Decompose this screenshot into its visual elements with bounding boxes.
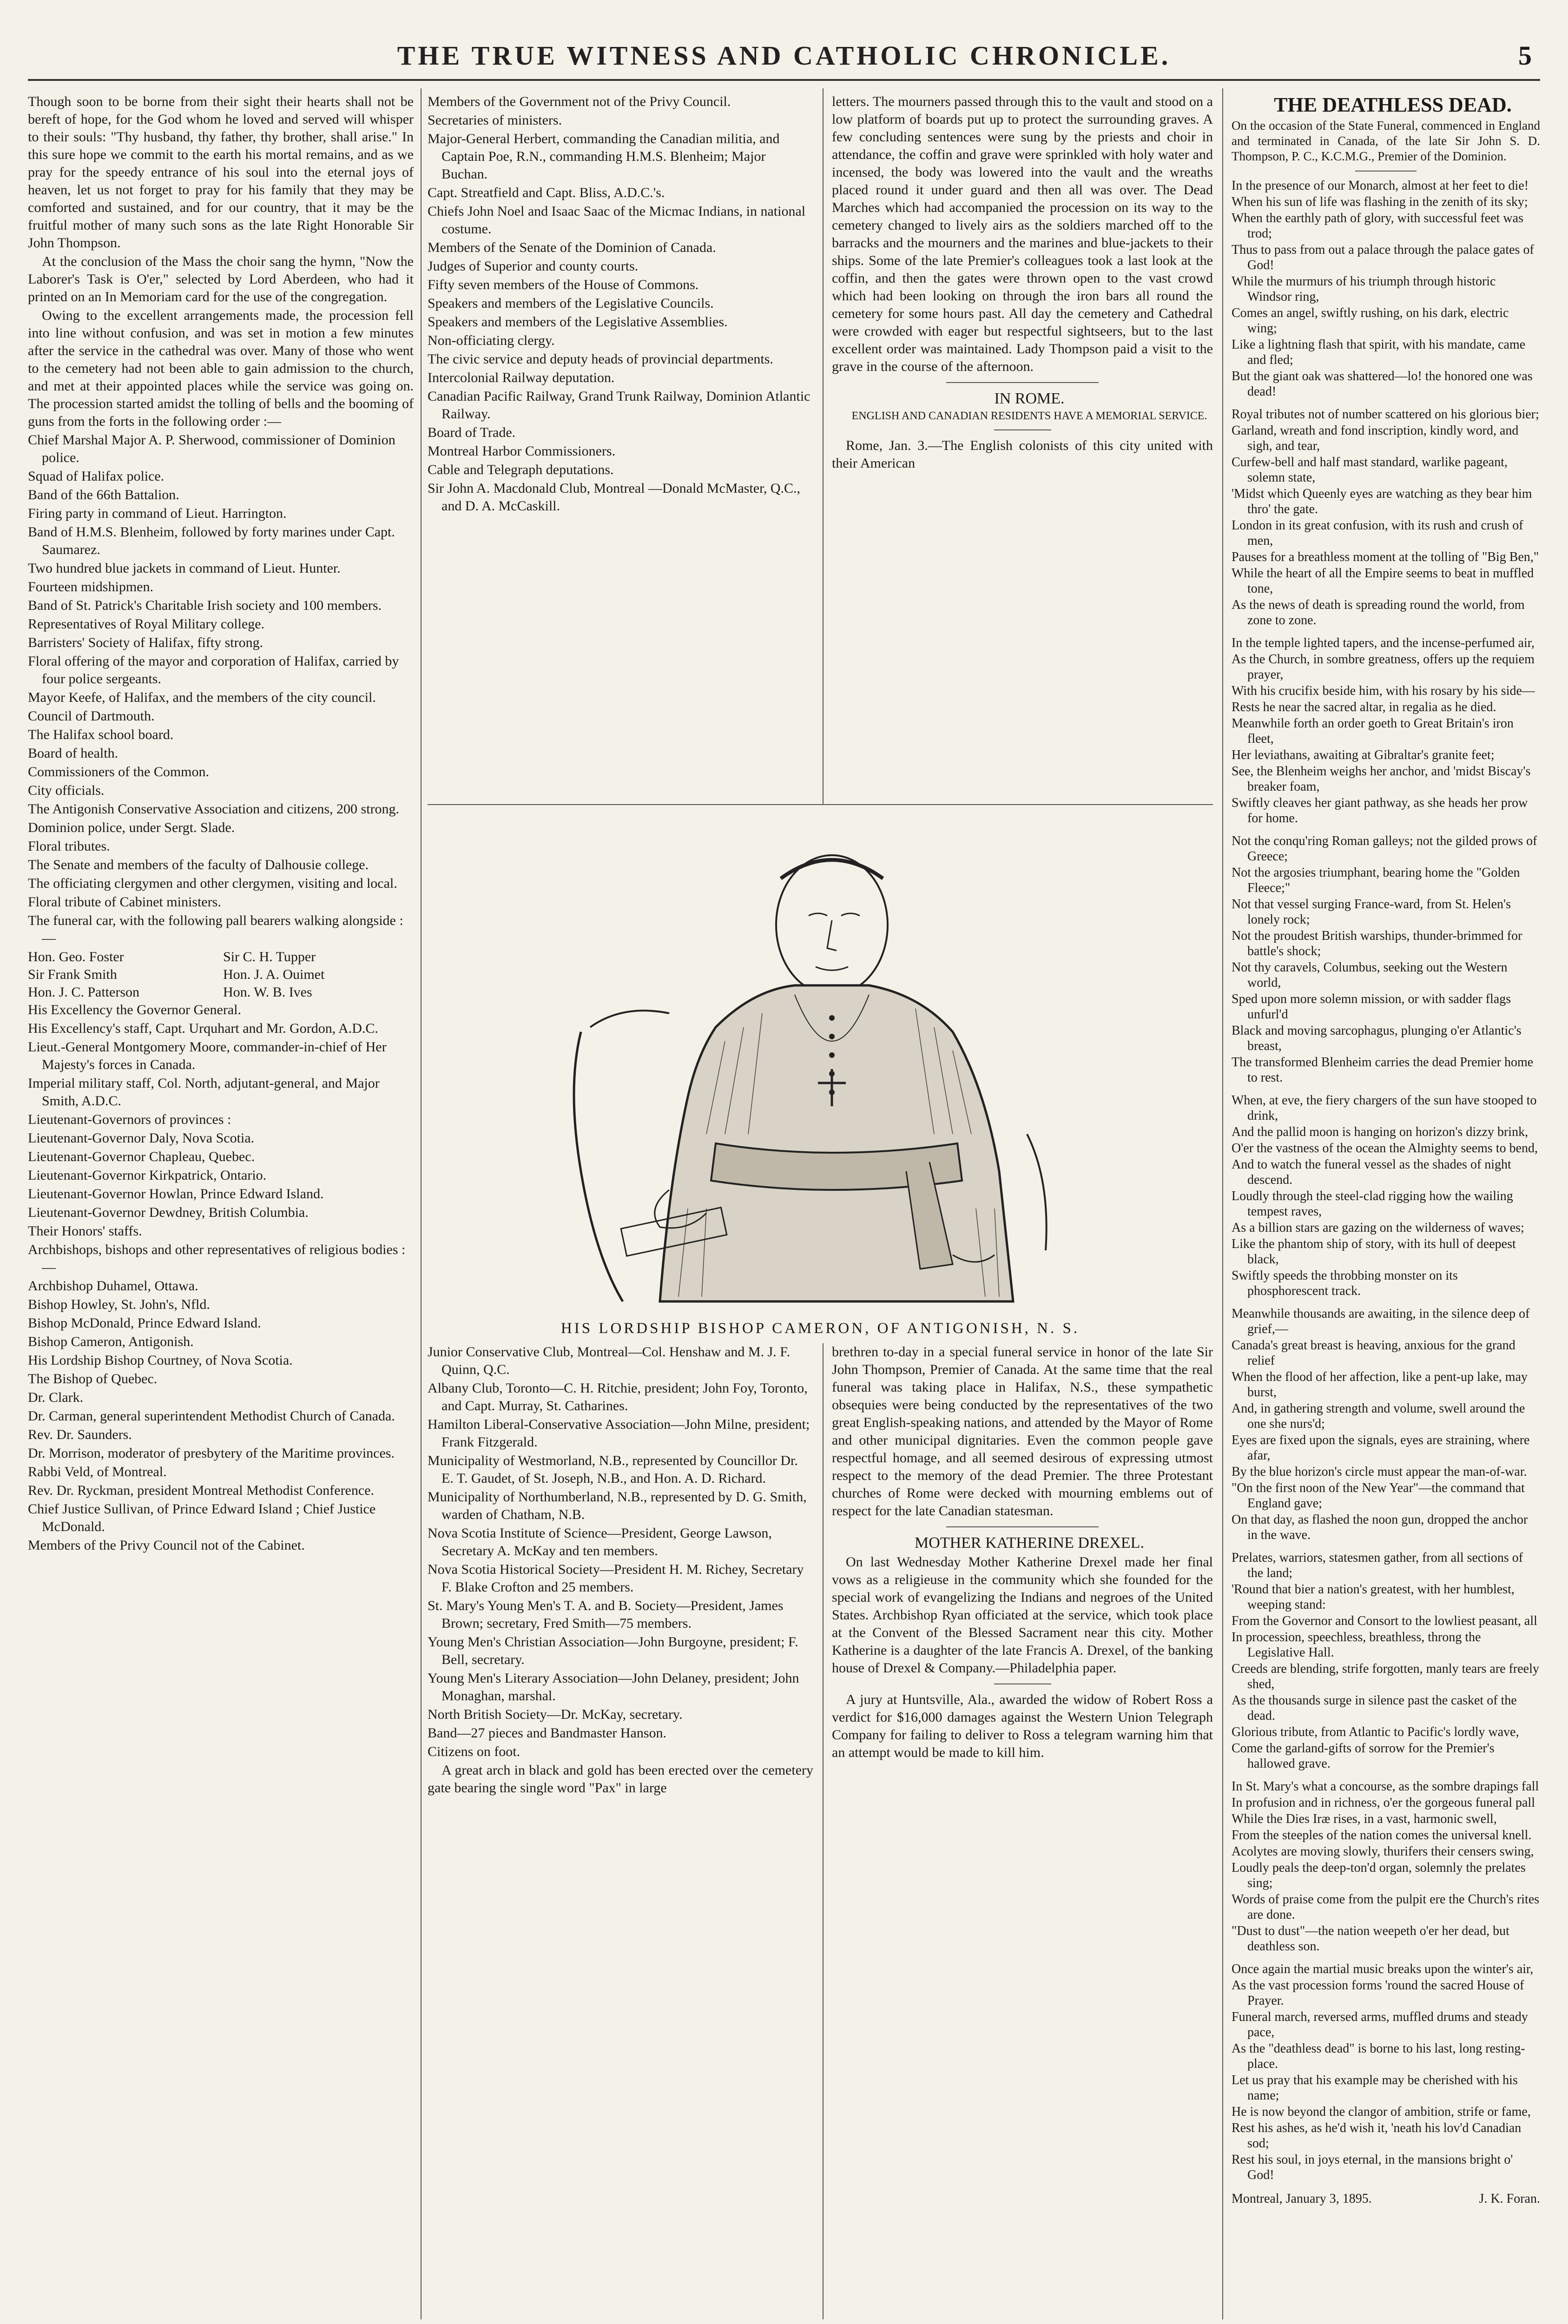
poem-line: Meanwhile thousands are awaiting, in the silence deep of grief,—	[1232, 1307, 1530, 1336]
poem-line: While the heart of all the Empire seems to beat in muffled tone,	[1232, 566, 1534, 596]
procession-item: Chiefs John Noel and Isaac Saac of the Micmac Indians, in national costume.	[428, 204, 806, 237]
procession-item: Floral offering of the mayor and corporation of Halifax, carried by four police sergeants.	[28, 654, 399, 687]
procession-item: Rabbi Veld, of Montreal.	[28, 1464, 167, 1479]
procession-item: Firing party in command of Lieut. Harrington.	[28, 506, 287, 521]
poem-line: And the pallid moon is hanging on horizon's dizzy brink,	[1232, 1125, 1528, 1139]
poem-stanza	[1232, 178, 1540, 399]
procession-item: Members of the Privy Council not of the Cabinet.	[28, 1538, 305, 1553]
paragraph: Rome, Jan. 3.—The English colonists of this city united with their American	[832, 438, 1213, 471]
paragraph: Owing to the excellent arrangements made, the procession fell into line without confusion, and was set in motion a few minutes after the service in the cathedral was over. Many of those who went to the cemetery had not been able to gain admission to the church, and met at their appointed places while the service was going on. The procession started amidst the tolling of bells and the booming of guns from the forts in the following order :—	[28, 308, 414, 429]
poem-stanza	[1232, 833, 1540, 1085]
poem-line: When his sun of life was flashing in the zenith of its sky;	[1232, 195, 1528, 209]
procession-item: Bishop Howley, St. John's, Nfld.	[28, 1297, 210, 1312]
poem-line: In the presence of our Monarch, almost at her feet to die!	[1232, 178, 1529, 193]
poem-line: Canada's great breast is heaving, anxious for the grand relief	[1232, 1338, 1515, 1368]
procession-item: Sir John A. Macdonald Club, Montreal —Donald McMaster, Q.C., and D. A. McCaskill.	[428, 481, 801, 514]
column-rule	[421, 88, 422, 2319]
paragraph: brethren to-day in a special funeral service in honor of the late Sir John Thompson, Premier of Canada. At the same time that the real funeral was taking place in Halifax, N.S., these sympathetic obsequies were being conducted by the representatives of the two great English-speaking nations, and attended by the Mayor of Rome and other municipal dignitaries. Even the common people gave respectful homage, and all seemed desirous of expressing utmost respect to the memory of the dead Premier. The three Protestant churches of Rome were decked with mourning emblems out of respect for the late Canadian statesman.	[832, 1344, 1213, 1519]
poem-line: Come the garland-gifts of sorrow for the Premier's hallowed grave.	[1232, 1741, 1495, 1771]
procession-item: Intercolonial Railway deputation.	[428, 370, 615, 385]
poem-stanza	[1232, 635, 1540, 826]
procession-item: Secretaries of ministers.	[428, 112, 562, 128]
procession-item: Rev. Dr. Ryckman, president Montreal Methodist Conference.	[28, 1483, 375, 1498]
procession-item: Band of the 66th Battalion.	[28, 487, 179, 502]
poem-line: Rests he near the sacred altar, in regalia as he died.	[1232, 700, 1496, 714]
column-3-top	[832, 93, 1213, 799]
procession-item: Speakers and members of the Legislative Assemblies.	[428, 314, 728, 330]
poem-line: Glorious tribute, from Atlantic to Pacific's lordly wave,	[1232, 1725, 1519, 1739]
poem-line: Garland, wreath and fond inscription, kindly word, and sigh, and tear,	[1232, 423, 1519, 453]
procession-item: Bishop McDonald, Prince Edward Island.	[28, 1315, 261, 1331]
procession-item: Band—27 pieces and Bandmaster Hanson.	[428, 1725, 667, 1741]
procession-item: Speakers and members of the Legislative Councils.	[428, 296, 714, 311]
procession-item: Imperial military staff, Col. North, adjutant-general, and Major Smith, A.D.C.	[28, 1076, 380, 1109]
poem-signature	[1232, 2190, 1540, 2208]
procession-item: Board of Trade.	[428, 425, 516, 440]
procession-item: Lieutenant-Governor Dewdney, British Columbia.	[28, 1205, 309, 1220]
procession-item: Rev. Dr. Saunders.	[28, 1427, 132, 1442]
poem-line: But the giant oak was shattered—lo! the honored one was dead!	[1232, 369, 1533, 399]
poem-line: Not the proudest British warships, thunder-brimmed for battle's shock;	[1232, 929, 1522, 958]
poem-line: Prelates, warriors, statesmen gather, from all sections of the land;	[1232, 1551, 1523, 1580]
column-2-bottom	[428, 1343, 813, 2315]
procession-item: Hamilton Liberal-Conservative Association—John Milne, president; Frank Fitzgerald.	[428, 1417, 810, 1450]
procession-item: Junior Conservative Club, Montreal—Col. Henshaw and M. J. F. Quinn, Q.C.	[428, 1344, 791, 1377]
procession-item: Mayor Keefe, of Halifax, and the members of the city council.	[28, 690, 376, 705]
poem-line: O'er the vastness of the ocean the Almighty seems to bend,	[1232, 1141, 1538, 1155]
procession-item: Chief Justice Sullivan, of Prince Edward Island ; Chief Justice McDonald.	[28, 1501, 376, 1534]
poem-line: And to watch the funeral vessel as the shades of night descend.	[1232, 1157, 1511, 1187]
poem-intro: On the occasion of the State Funeral, commenced in England and terminated in Canada, of the late Sir John S. D. Thompson, P. C., K.C.M.G., Premier of the Dominion.	[1232, 119, 1540, 163]
column-4-poem	[1232, 93, 1540, 2315]
poem-line: Her leviathans, awaiting at Gibraltar's granite feet;	[1232, 748, 1495, 762]
poem-line: On that day, as flashed the noon gun, dropped the anchor in the wave.	[1232, 1512, 1528, 1542]
procession-item: Canadian Pacific Railway, Grand Trunk Railway, Dominion Atlantic Railway.	[428, 389, 810, 422]
poem-line: As the Church, in sombre greatness, offers up the requiem prayer,	[1232, 652, 1535, 682]
poem-line: Rest his soul, in joys eternal, in the mansions bright o' God!	[1232, 2152, 1513, 2182]
procession-item: The Antigonish Conservative Association and citizens, 200 strong.	[28, 801, 400, 817]
procession-item: Non-officiating clergy.	[428, 333, 555, 348]
divider	[946, 382, 1099, 383]
procession-item: Cable and Telegraph deputations.	[428, 462, 614, 477]
procession-item: St. Mary's Young Men's T. A. and B. Society—President, James Brown; secretary, Fred Smith—75 members.	[428, 1598, 784, 1631]
procession-item: Board of health.	[28, 746, 119, 761]
poem-stanza	[1232, 1306, 1540, 1543]
procession-item: Fifty seven members of the House of Commons.	[428, 277, 699, 292]
procession-item: The civic service and deputy heads of provincial departments.	[428, 351, 773, 367]
procession-item: Archbishops, bishops and other representatives of religious bodies :—	[28, 1242, 406, 1275]
poem-line: Curfew-bell and half mast standard, warlike pageant, solemn state,	[1232, 455, 1508, 485]
procession-item: Fourteen midshipmen.	[28, 579, 153, 594]
procession-item: The Bishop of Quebec.	[28, 1371, 158, 1386]
paragraph: A great arch in black and gold has been erected over the cemetery gate bearing the single word "Pax" in large	[428, 1763, 813, 1796]
poem-line: Acolytes are moving slowly, thurifers their censers swing,	[1232, 1844, 1534, 1859]
poem-line: Loudly through the steel-clad rigging how the wailing tempest raves,	[1232, 1189, 1513, 1219]
procession-item: Major-General Herbert, commanding the Canadian militia, and Captain Poe, R.N., commanding H.M.S. Blenheim; Major Buchan.	[428, 131, 780, 182]
poem-line: Not the argosies triumphant, bearing home the "Golden Fleece;"	[1232, 865, 1520, 895]
paragraph: On last Wednesday Mother Katherine Drexel made her final vows as a religieuse in the community which she founded for the special work of evangelizing the Indians and negroes of the United States. Archbishop Ryan officiated at the service, which took place at the Convent of the Blessed Sacrament near this city. Mother Katherine is a daughter of the late Francis A. Drexel, of the banking house of Drexel & Company.—Philadelphia paper.	[832, 1554, 1213, 1676]
paragraph: A jury at Huntsville, Ala., awarded the widow of Robert Ross a verdict for $16,000 damages against the Western Union Telegraph Company for failing to deliver to Ross a telegram warning him that an attempt would be made to kill him.	[832, 1692, 1213, 1760]
poem-stanzas	[1232, 178, 1540, 2183]
procession-item: Bishop Cameron, Antigonish.	[28, 1334, 194, 1349]
poem-line: London in its great confusion, with its rush and crush of men,	[1232, 518, 1523, 548]
procession-item: Dr. Carman, general superintendent Methodist Church of Canada.	[28, 1408, 395, 1424]
paragraph: letters. The mourners passed through this to the vault and stood on a low platform of boards put up to protect the surrounding graves. A few concluding sentences were sung by the priests and choir in attendance, the coffin and grave were sprinkled with holy water and incensed, the body was lowered into the vault and the wreaths placed round it under guard and then all was over. The Dead Marches which had accompanied the procession on its way to the cemetery changed to lively airs as the soldiers marched off to the barracks and the mourners and the marines and blue-jackets to their ships. Some of the late Premier's colleagues took a last look at the coffin, and then the gates were thrown open to the vast crowd which had been looking on through the iron bars all round the cemetery for some hours past. All day the cemetery and Cathedral were crowded with eager but respectful sightseers, but to the last excellent order was maintained. Lady Thompson paid a visit to the grave in the course of the afternoon.	[832, 94, 1213, 374]
poem-line: Not that vessel surging France-ward, from St. Helen's lonely rock;	[1232, 897, 1511, 927]
procession-item: Lieut.-General Montgomery Moore, commander-in-chief of Her Majesty's forces in Canada.	[28, 1039, 387, 1072]
poem-line: From the steeples of the nation comes the universal knell.	[1232, 1828, 1532, 1842]
procession-item: Band of St. Patrick's Charitable Irish society and 100 members.	[28, 598, 382, 613]
poem-line: While the murmurs of his triumph through historic Windsor ring,	[1232, 274, 1496, 304]
poem-line: Like a lightning flash that spirit, with his mandate, came and fled;	[1232, 337, 1526, 367]
poem-stanza	[1232, 407, 1540, 628]
procession-item: The funeral car, with the following pall bearers walking alongside :—	[28, 913, 403, 946]
poem-line: Like the phantom ship of story, with its hull of deepest black,	[1232, 1237, 1516, 1267]
poem-line: Black and moving sarcophagus, plunging o'er Atlantic's breast,	[1232, 1023, 1522, 1053]
procession-item: The Halifax school board.	[28, 727, 174, 742]
poem-line: In procession, speechless, breathless, throng the Legislative Hall.	[1232, 1630, 1481, 1660]
poem-line: As the vast procession forms 'round the sacred House of Prayer.	[1232, 1978, 1524, 2008]
poem-line: Loudly peals the deep-ton'd organ, solemnly the prelates sing;	[1232, 1861, 1526, 1890]
poem-line: Rest his ashes, as he'd wish it, 'neath his lov'd Canadian sod;	[1232, 2121, 1522, 2151]
procession-item: City officials.	[28, 783, 105, 798]
procession-item: Dr. Clark.	[28, 1390, 84, 1405]
poem-title: THE DEATHLESS DEAD.	[1274, 93, 1512, 116]
procession-item: Barristers' Society of Halifax, fifty strong.	[28, 635, 264, 650]
procession-item: Municipality of Northumberland, N.B., represented by D. G. Smith, warden of Chatham, N.B.	[428, 1489, 807, 1522]
poem-line: In profusion and in richness, o'er the gorgeous funeral pall	[1232, 1796, 1535, 1810]
poem-stanza	[1232, 1779, 1540, 1954]
poem-line: 'Midst which Queenly eyes are watching as they bear him thro' the gate.	[1232, 487, 1532, 516]
poem-line: Creeds are blending, strife forgotten, manly tears are freely shed,	[1232, 1662, 1539, 1691]
column-rule	[823, 88, 824, 804]
poem-line: As the "deathless dead" is borne to his last, long resting-place.	[1232, 2041, 1525, 2071]
procession-item: Municipality of Westmorland, N.B., represented by Councillor Dr. E. T. Gaudet, of St. Joseph, N.B., and Hon. A. D. Richard.	[428, 1453, 798, 1486]
poem-line: Swiftly speeds the throbbing monster on its phosphorescent track.	[1232, 1268, 1458, 1298]
poem-line: Pauses for a breathless moment at the tolling of "Big Ben,"	[1232, 550, 1539, 564]
procession-item: The Senate and members of the faculty of Dalhousie college.	[28, 857, 369, 872]
poem-line: Not thy caravels, Columbus, seeking out the Western world,	[1232, 960, 1508, 990]
poem-date: Montreal, January 3, 1895.	[1232, 2192, 1372, 2206]
poem-line: He is now beyond the clangor of ambition, strife or fame,	[1232, 2105, 1531, 2119]
pallbearer-name: Hon. Geo. Foster	[28, 949, 124, 964]
portrait-caption: HIS LORDSHIP BISHOP CAMERON, OF ANTIGONISH, N. S.	[560, 1320, 1080, 1337]
procession-item: Young Men's Literary Association—John Delaney, president; John Monaghan, marshal.	[428, 1670, 799, 1703]
paragraph: At the conclusion of the Mass the choir sang the hymn, "Now the Laborer's Task is O'er," selected by Lord Aberdeen, who had it printed on an In Memoriam card for the use of the congregation.	[28, 254, 414, 304]
procession-item: Young Men's Christian Association—John Burgoyne, president; F. Bell, secretary.	[428, 1634, 798, 1667]
pallbearer-name: Sir C. H. Tupper	[223, 949, 316, 964]
poem-line: Comes an angel, swiftly rushing, on his dark, electric wing;	[1232, 306, 1509, 336]
pallbearer-name: Hon. J. C. Patterson	[28, 984, 139, 1000]
page-number: 5	[1518, 40, 1532, 71]
procession-item: Chief Marshal Major A. P. Sherwood, commissioner of Dominion police.	[28, 432, 395, 465]
procession-item: Council of Dartmouth.	[28, 708, 155, 724]
divider	[946, 1526, 1099, 1527]
pallbearer-list	[28, 948, 414, 1001]
poem-author: J. K. Foran.	[1479, 2192, 1540, 2206]
divider	[1355, 171, 1417, 172]
procession-item: Lieutenant-Governor Chapleau, Quebec.	[28, 1149, 255, 1164]
poem-stanza	[1232, 1961, 1540, 2183]
poem-line: And, in gathering strength and volume, swell around the one she nurs'd;	[1232, 1401, 1525, 1431]
procession-item: Montreal Harbor Commissioners.	[428, 443, 616, 459]
procession-item: Members of the Senate of the Dominion of Canada.	[428, 240, 716, 255]
poem-line: From the Governor and Consort to the lowliest peasant, all	[1232, 1614, 1537, 1628]
poem-line: Swiftly cleaves her giant pathway, as she heads her prow for home.	[1232, 796, 1528, 825]
poem-line: Thus to pass from out a palace through the palace gates of God!	[1232, 243, 1534, 272]
column-rule	[1222, 88, 1223, 2319]
poem-line: Funeral march, reversed arms, muffled drums and steady pace,	[1232, 2010, 1528, 2040]
procession-item: Dr. Morrison, moderator of presbytery of the Maritime provinces.	[28, 1446, 395, 1461]
divider	[994, 429, 1051, 430]
procession-item: Lieutenant-Governor Daly, Nova Scotia.	[28, 1130, 255, 1146]
procession-item: His Lordship Bishop Courtney, of Nova Scotia.	[28, 1353, 293, 1368]
poem-line: Once again the martial music breaks upon the winter's air,	[1232, 1962, 1534, 1976]
poem-line: When the earthly path of glory, with successful feet was trod;	[1232, 211, 1523, 241]
masthead	[28, 37, 1540, 81]
procession-item: Two hundred blue jackets in command of Lieut. Hunter.	[28, 561, 341, 576]
article-heading: MOTHER KATHERINE DREXEL.	[915, 1534, 1144, 1552]
poem-line: When the flood of her affection, like a pent-up lake, may burst,	[1232, 1370, 1528, 1400]
procession-item: Dominion police, under Sergt. Slade.	[28, 820, 235, 835]
procession-item: Capt. Streatfield and Capt. Bliss, A.D.C.'s.	[428, 185, 665, 200]
poem-line: "On the first noon of the New Year"—the command that England gave;	[1232, 1481, 1525, 1511]
procession-item: Squad of Halifax police.	[28, 469, 165, 484]
poem-line: Eyes are fixed upon the signals, eyes are straining, where afar,	[1232, 1433, 1530, 1463]
procession-item: Lieutenant-Governor Howlan, Prince Edward Island.	[28, 1186, 324, 1202]
newspaper-title: THE TRUE WITNESS AND CATHOLIC CHRONICLE.	[397, 40, 1171, 71]
procession-item: Archbishop Duhamel, Ottawa.	[28, 1278, 198, 1294]
poem-line: Meanwhile forth an order goeth to Great Britain's iron fleet,	[1232, 716, 1514, 746]
pallbearer-name: Sir Frank Smith	[28, 967, 117, 982]
poem-stanza	[1232, 1093, 1540, 1299]
procession-item: Members of the Government not of the Privy Council.	[428, 94, 731, 109]
procession-item: Commissioners of the Common.	[28, 764, 209, 779]
article-heading: IN ROME.	[994, 390, 1065, 407]
procession-item: Band of H.M.S. Blenheim, followed by forty marines under Capt. Saumarez.	[28, 524, 395, 557]
poem-line: In the temple lighted tapers, and the incense-perfumed air,	[1232, 636, 1535, 650]
poem-line: As the thousands surge in silence past the casket of the dead.	[1232, 1693, 1517, 1723]
procession-item: Citizens on foot.	[428, 1744, 520, 1759]
poem-line: With his crucifix beside him, with his rosary by his side—	[1232, 684, 1535, 698]
procession-item: Floral tribute of Cabinet ministers.	[28, 894, 221, 910]
poem-line: Let us pray that his example may be cherished with his name;	[1232, 2073, 1518, 2103]
column-2-top	[428, 93, 813, 799]
procession-item: Floral tributes.	[28, 838, 110, 854]
poem-line: While the Dies Iræ rises, in a vast, harmonic swell,	[1232, 1812, 1497, 1826]
poem-line: "Dust to dust"—the nation weepeth o'er her dead, but deathless son.	[1232, 1924, 1509, 1954]
procession-item: His Excellency's staff, Capt. Urquhart and Mr. Gordon, A.D.C.	[28, 1021, 378, 1036]
section-rule	[428, 804, 1213, 805]
poem-line: Not the conqu'ring Roman galleys; not the gilded prows of Greece;	[1232, 834, 1537, 864]
poem-line: When, at eve, the fiery chargers of the sun have stooped to drink,	[1232, 1093, 1537, 1123]
procession-item: Nova Scotia Historical Society—President H. M. Richey, Secretary F. Blake Crofton and 25 members.	[428, 1562, 804, 1595]
poem-line: The transformed Blenheim carries the dead Premier home to rest.	[1232, 1055, 1534, 1085]
procession-item: His Excellency the Governor General.	[28, 1002, 241, 1017]
poem-line: See, the Blenheim weighs her anchor, and 'midst Biscay's breaker foam,	[1232, 764, 1531, 794]
column-3-bottom	[832, 1343, 1213, 2315]
procession-item: Their Honors' staffs.	[28, 1223, 142, 1239]
paragraph: Though soon to be borne from their sight their hearts shall not be bereft of hope, for the God whom he loved and served will whisper to their souls: "Thy husband, thy father, thy brother, shall arise." In this sure hope we commit to the earth his mortal remains, and as we pray for the speedy entrance of his soul into the eternal joys of heaven, let us not forget to pray for his family that they may be comforted and sustained, and for our country, that it may be the fruitful mother of many such sons as the late Right Honorable Sir John Thompson.	[28, 94, 414, 251]
procession-item: The officiating clergymen and other clergymen, visiting and local.	[28, 876, 397, 891]
article-subheading: ENGLISH AND CANADIAN RESIDENTS HAVE A MEMORIAL SERVICE.	[851, 410, 1207, 422]
poem-line: In St. Mary's what a concourse, as the sombre drapings fall	[1232, 1779, 1539, 1794]
poem-line: As a billion stars are gazing on the wilderness of waves;	[1232, 1221, 1524, 1235]
procession-item: Representatives of Royal Military college.	[28, 616, 265, 632]
procession-item: North British Society—Dr. McKay, secretary.	[428, 1707, 683, 1722]
poem-line: Sped upon more solemn mission, or with sadder flags unfurl'd	[1232, 992, 1511, 1022]
procession-item: Lieutenant-Governors of provinces :	[28, 1112, 231, 1127]
poem-line: Words of praise come from the pulpit ere the Church's rites are done.	[1232, 1892, 1540, 1922]
poem-line: By the blue horizon's circle must appear the man-of-war.	[1232, 1465, 1527, 1479]
procession-item: Lieutenant-Governor Kirkpatrick, Ontario.	[28, 1168, 267, 1183]
poem-line: Royal tributes not of number scattered on his glorious bier;	[1232, 407, 1539, 422]
pallbearer-name: Hon. J. A. Ouimet	[223, 967, 325, 982]
column-1	[28, 93, 414, 2315]
column-rule	[823, 1343, 824, 2319]
procession-item: Nova Scotia Institute of Science—President, George Lawson, Secretary A. McKay and ten members.	[428, 1525, 772, 1558]
bishop-portrait	[428, 809, 1213, 1329]
procession-item: Albany Club, Toronto—C. H. Ritchie, president; John Foy, Toronto, and Capt. Murray, St. Catharines.	[428, 1380, 808, 1413]
poem-line: As the news of death is spreading round the world, from zone to zone.	[1232, 598, 1525, 627]
procession-item: Judges of Superior and county courts.	[428, 258, 639, 274]
poem-line: 'Round that bier a nation's greatest, with her humblest, weeping stand:	[1232, 1582, 1515, 1612]
poem-stanza	[1232, 1550, 1540, 1771]
pallbearer-name: Hon. W. B. Ives	[223, 984, 312, 1000]
